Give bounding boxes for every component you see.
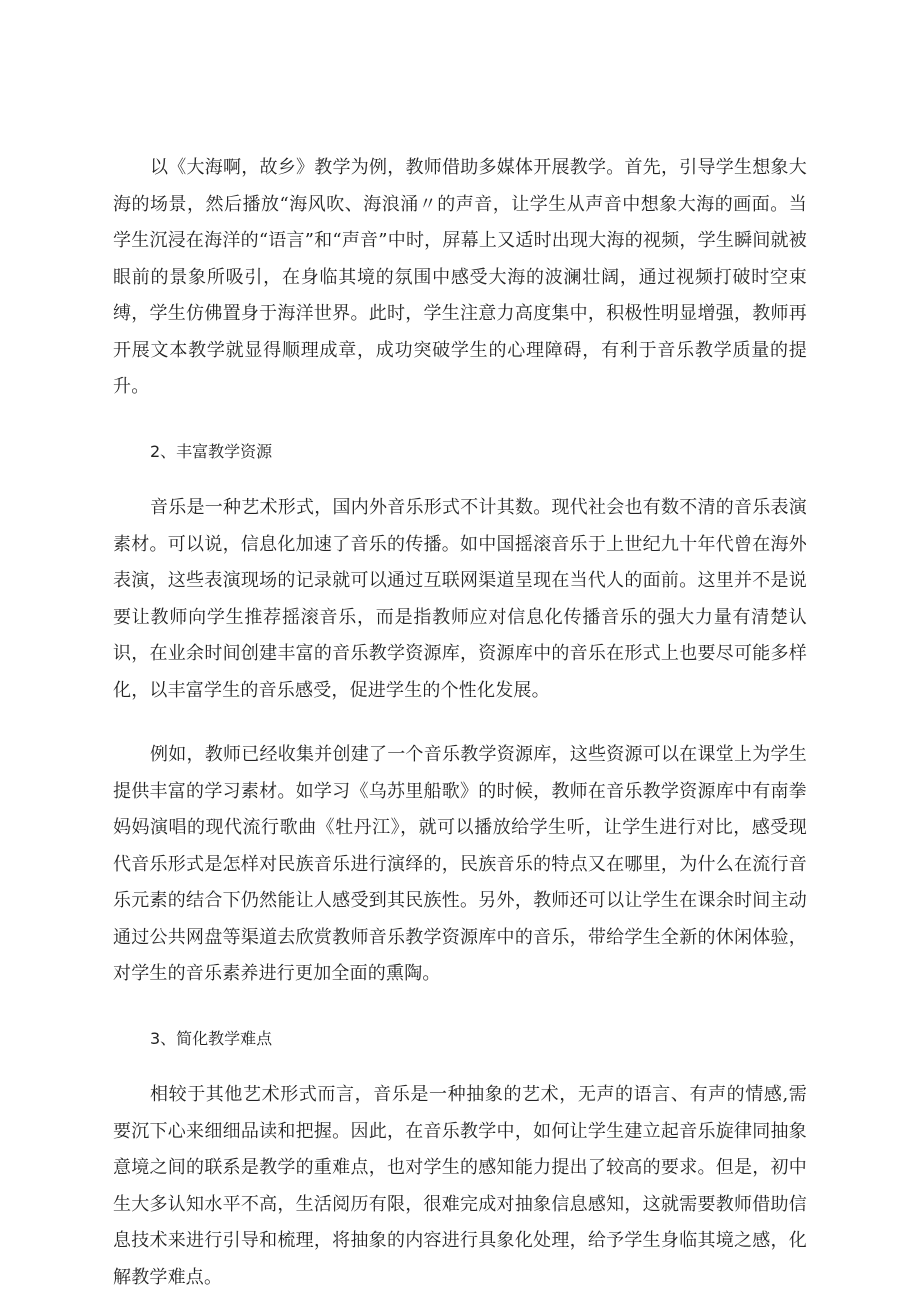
section-heading-3: 3、简化教学难点 xyxy=(150,1028,273,1048)
paragraph-example-resources: 例如，教师已经收集并创建了一个音乐教学资源库，这些资源可以在课堂上为学生提供丰富的学习素材。如学习《乌苏里船歌》的时候，教师在音乐教学资源库中有南拳妈妈演唱的现代流行歌曲《牡丹江》，就可以播放给学生听，让学生进行对比，感受现代音乐形式是怎样对民族音乐进行演绎的，民族音乐的特点又在哪里，为什么在流行音乐元素的结合下仍然能让人感受到其民族性。另外，教师还可以让学生在课余时间主动通过公共网盘等渠道去欣赏教师音乐教学资源库中的音乐，带给学生全新的休闲体验，对学生的音乐素养进行更加全面的熏陶。 xyxy=(113,744,807,984)
paragraph-example-sea: 以《大海啊，故乡》教学为例，教师借助多媒体开展教学。首先，引导学生想象大海的场景，然后播放“海风吹、海浪涌〃的声音，让学生从声音中想象大海的画面。当学生沉浸在海洋的“语言”和“声音”中时，屏幕上又适时出现大海的视频，学生瞬间就被眼前的景象所吸引，在身临其境的氛围中感受大海的波澜壮阔，通过视频打破时空束缚，学生仿佛置身于海洋世界。此时，学生注意力高度集中，积极性明显增强，教师再开展文本教学就显得顺理成章，成功突破学生的心理障碍，有利于音乐教学质量的提升。 xyxy=(113,157,807,397)
section-heading-2: 2、丰富教学资源 xyxy=(150,441,273,461)
paragraph-resources: 音乐是一种艺术形式，国内外音乐形式不计其数。现代社会也有数不清的音乐表演素材。可以说，信息化加速了音乐的传播。如中国摇滚音乐于上世纪九十年代曾在海外表演，这些表演现场的记录就可以通过互联网渠道呈现在当代人的面前。这里并不是说要让教师向学生推荐摇滚音乐，而是指教师应对信息化传播音乐的强大力量有清楚认识，在业余时间创建丰富的音乐教学资源库，资源库中的音乐在形式上也要尽可能多样化，以丰富学生的音乐感受，促进学生的个性化发展。 xyxy=(113,497,807,701)
document-body xyxy=(113,150,807,1296)
paragraph-difficulties: 相较于其他艺术形式而言，音乐是一种抽象的艺术，无声的语言、有声的情感,需要沉下心来细细品读和把握。因此，在音乐教学中，如何让学生建立起音乐旋律同抽象意境之间的联系是教学的重难点，也对学生的感知能力提出了较高的要求。但是，初中生大多认知水平不高，生活阅历有限，很难完成对抽象信息感知，这就需要教师借助信息技术来进行引导和梳理，将抽象的内容进行具象化处理，给予学生身临其境之感，化解教学难点。 xyxy=(113,1084,807,1288)
